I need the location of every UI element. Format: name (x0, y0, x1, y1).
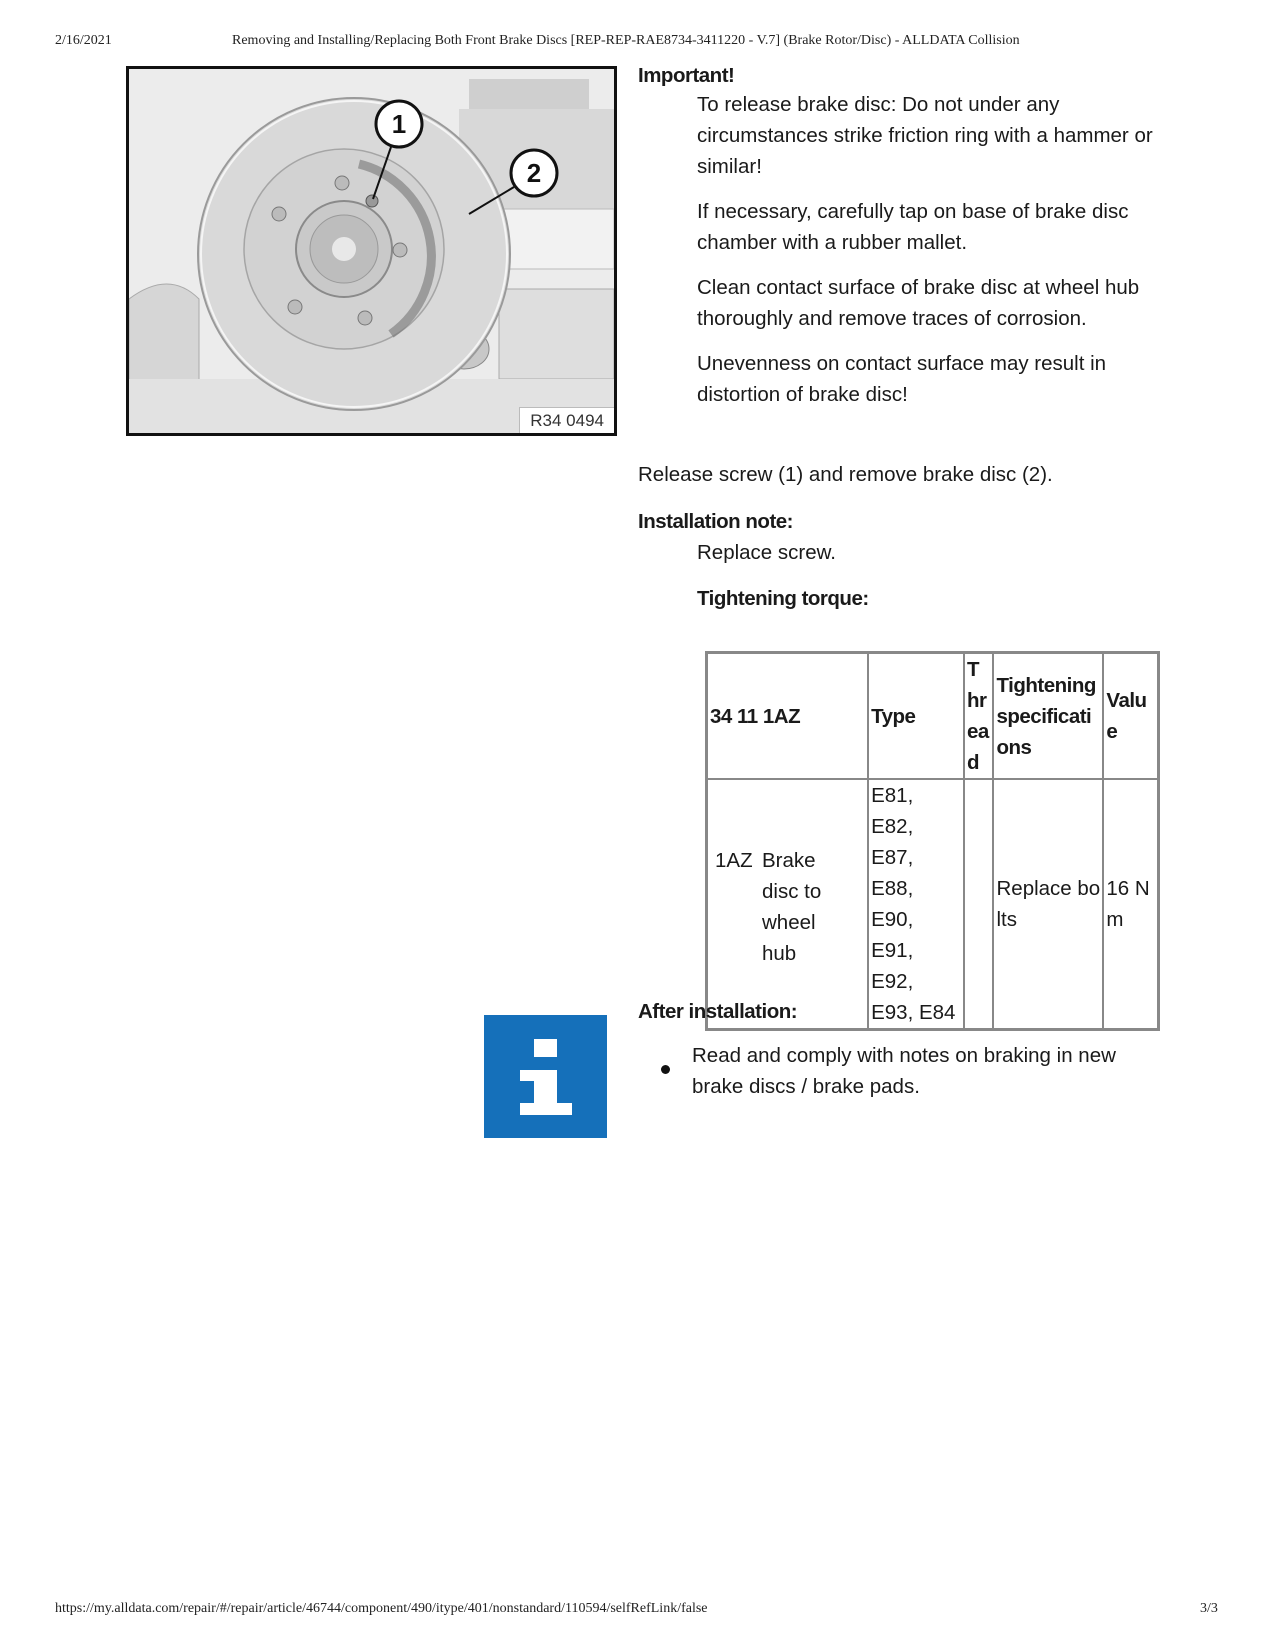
after-installation-heading: After installation: (638, 1000, 798, 1023)
print-footer-url: https://my.alldata.com/repair/#/repair/article/46744/component/490/itype/401/nonstandard/110594/selfRefLink/false (55, 1601, 708, 1616)
installation-note-text: Replace screw. (697, 541, 837, 564)
brake-disc-drawing (129, 69, 614, 433)
installation-note-heading: Installation note: (638, 510, 793, 533)
torque-table (705, 651, 1160, 1031)
brake-disc-illustration (126, 66, 617, 436)
figure-id: R34 0494 (519, 407, 614, 433)
callout-2: 2 (526, 158, 542, 188)
info-icon (484, 1015, 607, 1138)
bullet-icon (661, 1065, 670, 1074)
step-instruction: Release screw (1) and remove brake disc (2). (638, 463, 1053, 486)
print-header-title: Removing and Installing/Replacing Both Front Brake Discs [REP-REP-RAE8734-3411220 - V.7] (Brake Rotor/Disc) - ALLDATA Collision (232, 33, 1020, 48)
important-note: Unevenness on contact surface may result in distortion of brake disc! (697, 352, 1107, 406)
cell-specification: Replace bolts (993, 779, 1103, 1030)
page-number: 3/3 (1200, 1601, 1218, 1616)
col-header-spec: Tightening specifications (993, 653, 1103, 780)
cell-value: 16 Nm (1103, 779, 1158, 1030)
after-installation-item: Read and comply with notes on braking in new brake discs / brake pads. (692, 1044, 1116, 1098)
cell-number-description (707, 779, 869, 1030)
print-date: 2/16/2021 (55, 33, 112, 48)
tightening-torque-heading: Tightening torque: (697, 587, 869, 610)
important-note: To release brake disc: Do not under any circumstances strike friction ring with a hammer or similar! (697, 93, 1153, 178)
important-note: If necessary, carefully tap on base of brake disc chamber with a rubber mallet. (697, 200, 1129, 254)
cell-type: E81, E82, E87, E88, E90, E91, E92, E93, E84 (868, 779, 964, 1030)
cell-description: Brake disc to wheel hub (762, 849, 822, 965)
table-header-row (707, 653, 1159, 780)
important-note: Clean contact surface of brake disc at wheel hub thoroughly and remove traces of corrosion. (697, 276, 1140, 330)
col-header-type: Type (868, 653, 964, 780)
important-heading: Important! (638, 64, 735, 87)
col-header-value: Value (1103, 653, 1158, 780)
cell-thread (964, 779, 993, 1030)
callout-1: 1 (391, 109, 407, 139)
important-notes (697, 89, 1167, 410)
col-header-thread: Thread (964, 653, 993, 780)
table-row (707, 779, 1159, 1030)
cell-number: 1AZ (715, 849, 753, 872)
col-header-number: 34 11 1AZ (707, 653, 869, 780)
